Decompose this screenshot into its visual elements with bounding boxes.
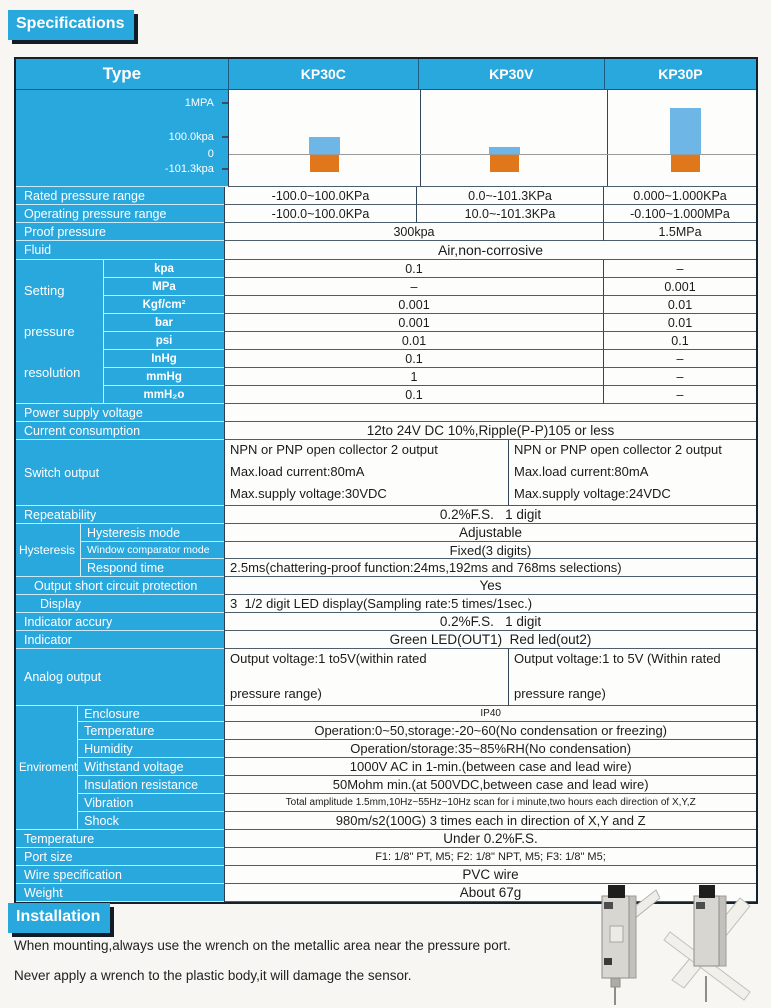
row-label: Switch output [16, 440, 224, 506]
group-hysteresis [16, 524, 756, 577]
kp30v-negative-bar [490, 155, 519, 172]
installation-section-title: Installation [8, 903, 110, 933]
analog-output-kp30c-kp30v: Output voltage:1 to5V(within rated pressure range) [225, 649, 508, 706]
specifications-table [14, 57, 758, 904]
row-label: Temperature [16, 830, 224, 848]
weight-value: About 67g [225, 884, 756, 902]
row-label: Power supply voltage [16, 404, 224, 422]
row-humidity: Humidity Operation/storage:35~85%RH(No condensation) [77, 740, 756, 758]
row-resolution-mpa: MPa – 0.001 [103, 278, 756, 296]
chart-column-divider [420, 90, 421, 186]
row-resolution-inhg: InHg 0.1 – [103, 350, 756, 368]
kp30p-negative-bar [671, 155, 700, 172]
pressure-range-chart-row [16, 90, 756, 187]
row-resolution-mmh2o: mmH₂o 0.1 – [103, 386, 756, 404]
group-setting-pressure-resolution [16, 260, 756, 404]
installation-note-line1: When mounting,always use the wrench on the metallic area near the pressure port. [14, 938, 511, 953]
current-consumption-value: 12to 24V DC 10%,Ripple(P-P)105 or less [225, 422, 756, 440]
row-current-consumption [16, 422, 756, 440]
row-power-supply-voltage [16, 404, 756, 422]
row-resolution-psi: psi 0.01 0.1 [103, 332, 756, 350]
group-label: Hysteresis [16, 524, 80, 577]
chart-axis-labels [16, 90, 228, 187]
row-output-short-circuit-protection [16, 577, 756, 595]
row-label: Proof pressure [16, 223, 224, 241]
row-withstand-voltage: Withstand voltage 1000V AC in 1-min.(between case and lead wire) [77, 758, 756, 776]
row-label: Indicator accury [16, 613, 224, 631]
row-indicator-accuracy [16, 613, 756, 631]
temperature-value: Under 0.2%F.S. [225, 830, 756, 848]
rated-kp30v: 0.0~-101.3KPa [416, 187, 603, 205]
kp30c-positive-bar [309, 137, 340, 154]
pressure-range-chart [228, 90, 756, 187]
indicator-accuracy-value: 0.2%F.S. 1 digit [225, 613, 756, 631]
row-rated-pressure-range [16, 187, 756, 205]
operating-kp30p: -0.100~1.000MPa [603, 205, 756, 223]
row-window-comparator-mode: Window comparator mode Fixed(3 digits) [80, 542, 756, 559]
kp30c-negative-bar [310, 155, 339, 172]
row-label: Weight [16, 884, 224, 902]
row-label: Analog output [16, 649, 224, 706]
indicator-value: Green LED(OUT1) Red led(out2) [225, 631, 756, 649]
row-label: Wire specification [16, 866, 224, 884]
port-size-value: F1: 1/8" PT, M5; F2: 1/8" NPT, M5; F3: 1/8" M5; [225, 848, 756, 866]
row-repeatability [16, 506, 756, 524]
wire-spec-value: PVC wire [225, 866, 756, 884]
operating-kp30c: -100.0~100.0KPa [225, 205, 416, 223]
specifications-section-title: Specifications [8, 10, 134, 40]
row-hysteresis-mode: Hysteresis mode Adjustable [80, 524, 756, 542]
rated-kp30c: -100.0~100.0KPa [225, 187, 416, 205]
row-resolution-kgfcm2: Kgf/cm² 0.001 0.01 [103, 296, 756, 314]
group-environment [16, 706, 756, 830]
row-fluid [16, 241, 756, 260]
row-enclosure: Enclosure IP40 [77, 706, 756, 722]
group-label: Enviroment [16, 706, 77, 830]
oscp-value: Yes [225, 577, 756, 595]
group-label: Setting pressure resolution [16, 260, 103, 404]
row-vibration: Vibration Total amplitude 1.5mm,10Hz~55Hz~10Hz scan for i minute,two hours each direction of X,Y,Z [77, 794, 756, 812]
column-header-kp30v: KP30V [418, 59, 604, 90]
row-env-temperature: Temperature Operation:0~50,storage:-20~60(No condensation or freezing) [77, 722, 756, 740]
row-label: Display [16, 595, 224, 613]
table-header-row [16, 59, 756, 90]
row-temperature [16, 830, 756, 848]
operating-kp30v: 10.0~-101.3KPa [416, 205, 603, 223]
row-label: Repeatability [16, 506, 224, 524]
row-insulation-resistance: Insulation resistance 50Mohm min.(at 500VDC,between case and lead wire) [77, 776, 756, 794]
row-label: Rated pressure range [16, 187, 224, 205]
row-label: Port size [16, 848, 224, 866]
row-respond-time: Respond time 2.5ms(chattering-proof function:24ms,192ms and 768ms selections) [80, 559, 756, 577]
row-switch-output [16, 440, 756, 506]
row-label: Operating pressure range [16, 205, 224, 223]
row-shock: Shock 980m/s2(100G) 3 times each in direction of X,Y and Z [77, 812, 756, 830]
column-header-kp30c: KP30C [228, 59, 418, 90]
row-resolution-bar: bar 0.001 0.01 [103, 314, 756, 332]
repeatability-value: 0.2%F.S. 1 digit [225, 506, 756, 524]
chart-column-divider [607, 90, 608, 186]
axis-label-neg101: -101.3kpa [164, 163, 214, 175]
column-header-type: Type [16, 59, 228, 90]
analog-output-kp30p: Output voltage:1 to 5V (Within rated pressure range) [508, 649, 756, 706]
kp30p-positive-bar [670, 108, 701, 154]
proof-kp30c-kp30v: 300kpa [225, 223, 603, 241]
switch-output-kp30c-kp30v: NPN or PNP open collector 2 output Max.load current:80mA Max.supply voltage:30VDC [225, 440, 508, 506]
axis-label-zero: 0 [207, 148, 214, 160]
row-label: Current consumption [16, 422, 224, 440]
proof-kp30p: 1.5MPa [603, 223, 756, 241]
power-supply-value [225, 404, 756, 422]
incorrect-mounting-illustration [662, 880, 762, 1006]
fluid-value: Air,non-corrosive [225, 241, 756, 260]
row-proof-pressure [16, 223, 756, 241]
row-indicator [16, 631, 756, 649]
row-label: Output short circuit protection [16, 577, 224, 595]
rated-kp30p: 0.000~1.000KPa [603, 187, 756, 205]
row-analog-output [16, 649, 756, 706]
kp30v-positive-bar [489, 147, 520, 154]
row-operating-pressure-range [16, 205, 756, 223]
correct-mounting-illustration [572, 880, 660, 1006]
row-label: Indicator [16, 631, 224, 649]
display-value: 3 1/2 digit LED display(Sampling rate:5 times/1sec.) [225, 595, 756, 613]
row-port-size [16, 848, 756, 866]
row-resolution-mmhg: mmHg 1 – [103, 368, 756, 386]
row-resolution-kpa: kpa 0.1 – [103, 260, 756, 278]
axis-label-1mpa: 1MPA [184, 97, 214, 109]
axis-label-100kpa: 100.0kpa [168, 131, 214, 143]
row-display [16, 595, 756, 613]
installation-note-line2: Never apply a wrench to the plastic body,it will damage the sensor. [14, 968, 412, 983]
row-label: Fluid [16, 241, 224, 260]
column-header-kp30p: KP30P [604, 59, 756, 90]
switch-output-kp30p: NPN or PNP open collector 2 output Max.load current:80mA Max.supply voltage:24VDC [508, 440, 756, 506]
